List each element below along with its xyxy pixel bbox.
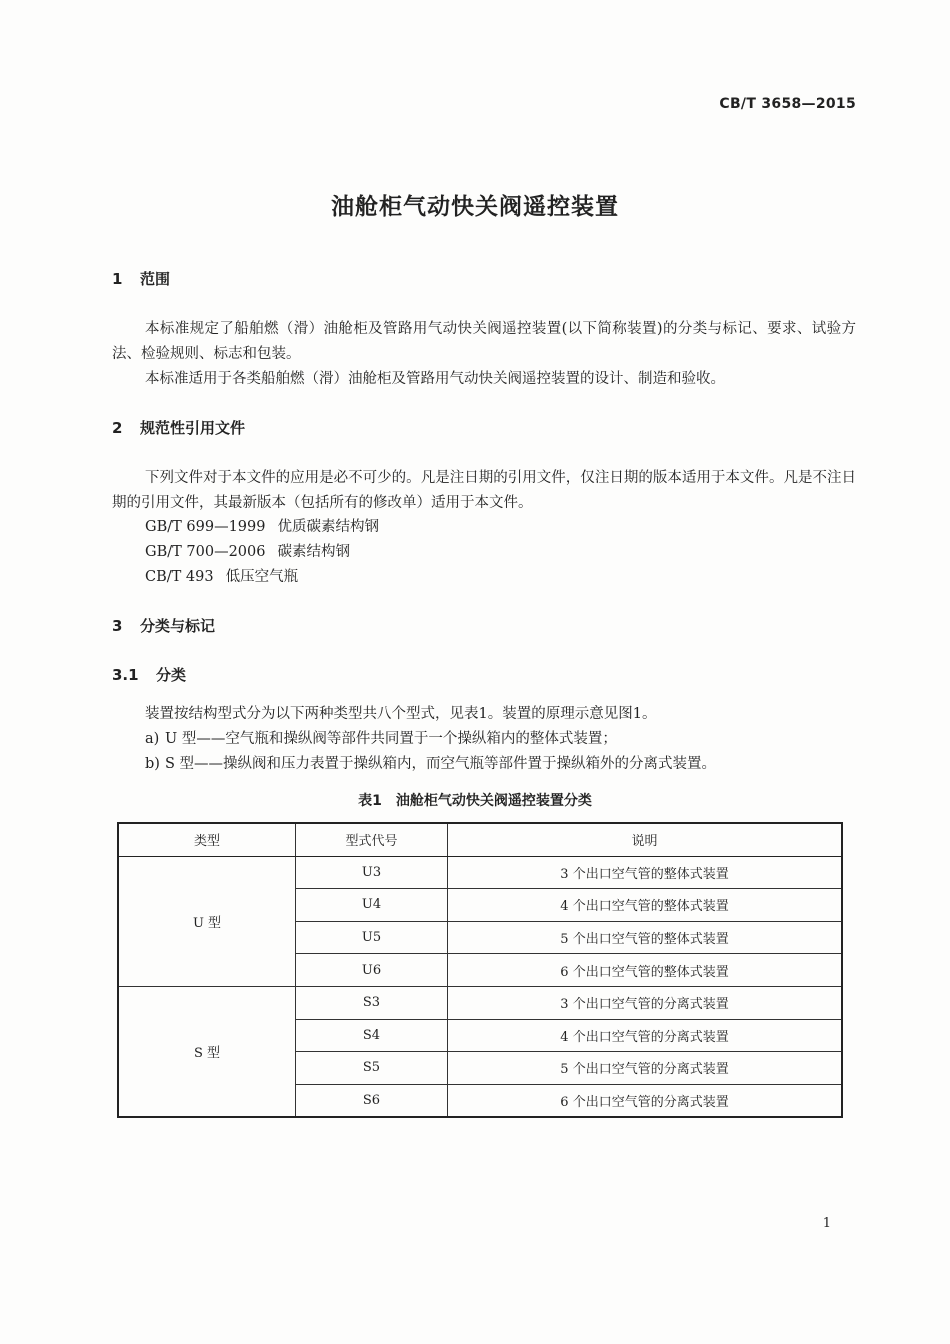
table-desc-cell: 6 个出口空气管的整体式装置 (448, 954, 843, 987)
reference-item (145, 565, 298, 590)
section-title: 范围 (140, 270, 171, 288)
table-code-cell: S3 (296, 986, 448, 1019)
section-title: 规范性引用文件 (140, 419, 246, 437)
table-caption-number: 表1 (358, 793, 382, 809)
page-number: 1 (822, 1216, 831, 1231)
table-caption (0, 790, 950, 810)
table-desc-cell: 4 个出口空气管的整体式装置 (448, 889, 843, 922)
reference-title: 优质碳素结构钢 (277, 519, 379, 535)
table-desc-cell: 4 个出口空气管的分离式装置 (448, 1019, 843, 1052)
table-desc-cell: 6 个出口空气管的分离式装置 (448, 1084, 843, 1117)
table-type-cell: U 型 (118, 856, 296, 986)
subsection-heading-classification (112, 664, 186, 685)
section-title: 分类与标记 (140, 617, 216, 635)
table-code-cell: U5 (296, 921, 448, 954)
classification-list-item (145, 727, 617, 752)
table-code-cell: U3 (296, 856, 448, 889)
standard-code: CB/T 3658—2015 (719, 96, 856, 112)
classification-list-item (145, 752, 716, 777)
section-number: 3 (112, 617, 123, 635)
table-header-cell: 说明 (448, 823, 843, 856)
references-intro-paragraph: 下列文件对于本文件的应用是必不可少的。凡是注日期的引用文件，仅注日期的版本适用于本文件。凡是不注日期的引用文件，其最新版本（包括所有的修改单）适用于本文件。 (112, 470, 856, 511)
table-header-cell: 型式代号 (296, 823, 448, 856)
section-heading-normative-references (112, 417, 245, 438)
table-row (118, 986, 842, 1019)
table-code-cell: S4 (296, 1019, 448, 1052)
section-number: 2 (112, 419, 123, 437)
table-header-cell: 类型 (118, 823, 296, 856)
table-desc-cell: 5 个出口空气管的整体式装置 (448, 921, 843, 954)
table-desc-cell: 3 个出口空气管的整体式装置 (448, 856, 843, 889)
list-marker: b) (145, 756, 160, 772)
table-caption-title: 油舱柜气动快关阀遥控装置分类 (395, 793, 592, 809)
list-item-text: S 型——操纵阀和压力表置于操纵箱内，而空气瓶等部件置于操纵箱外的分离式装置。 (165, 756, 717, 772)
list-marker: a) (145, 731, 160, 747)
reference-title: 碳素结构钢 (277, 544, 350, 560)
table-type-cell: S 型 (118, 986, 296, 1117)
subsection-title: 分类 (156, 666, 187, 684)
table-code-cell: U6 (296, 954, 448, 987)
table-code-cell: U4 (296, 889, 448, 922)
table-code-cell: S6 (296, 1084, 448, 1117)
scope-paragraph-1: 本标准规定了船舶燃（滑）油舱柜及管路用气动快关阀遥控装置(以下简称装置)的分类与标记、要求、试验方法、检验规则、标志和包装。 (112, 321, 856, 362)
scope-paragraph-2: 本标准适用于各类船舶燃（滑）油舱柜及管路用气动快关阀遥控装置的设计、制造和验收。 (145, 371, 725, 387)
table-code-cell: S5 (296, 1052, 448, 1085)
section-heading-classification-marking (112, 615, 215, 636)
subsection-number: 3.1 (112, 666, 139, 684)
classification-intro: 装置按结构型式分为以下两种类型共八个型式，见表1。装置的原理示意见图1。 (145, 706, 657, 722)
table-desc-cell: 5 个出口空气管的分离式装置 (448, 1052, 843, 1085)
reference-code: GB/T 700—2006 (145, 544, 266, 560)
table-header-row (118, 823, 842, 856)
reference-item (145, 515, 379, 540)
reference-code: CB/T 493 (145, 569, 214, 585)
reference-item (145, 540, 350, 565)
reference-code: GB/T 699—1999 (145, 519, 266, 535)
reference-title: 低压空气瓶 (225, 569, 299, 585)
document-title: 油舱柜气动快关阀遥控装置 (331, 194, 619, 220)
section-heading-scope (112, 268, 170, 289)
list-item-text: U 型——空气瓶和操纵阀等部件共同置于一个操纵箱内的整体式装置； (165, 731, 617, 747)
classification-table (117, 822, 843, 1118)
section-number: 1 (112, 270, 123, 288)
table-row (118, 856, 842, 889)
table-desc-cell: 3 个出口空气管的分离式装置 (448, 986, 843, 1019)
